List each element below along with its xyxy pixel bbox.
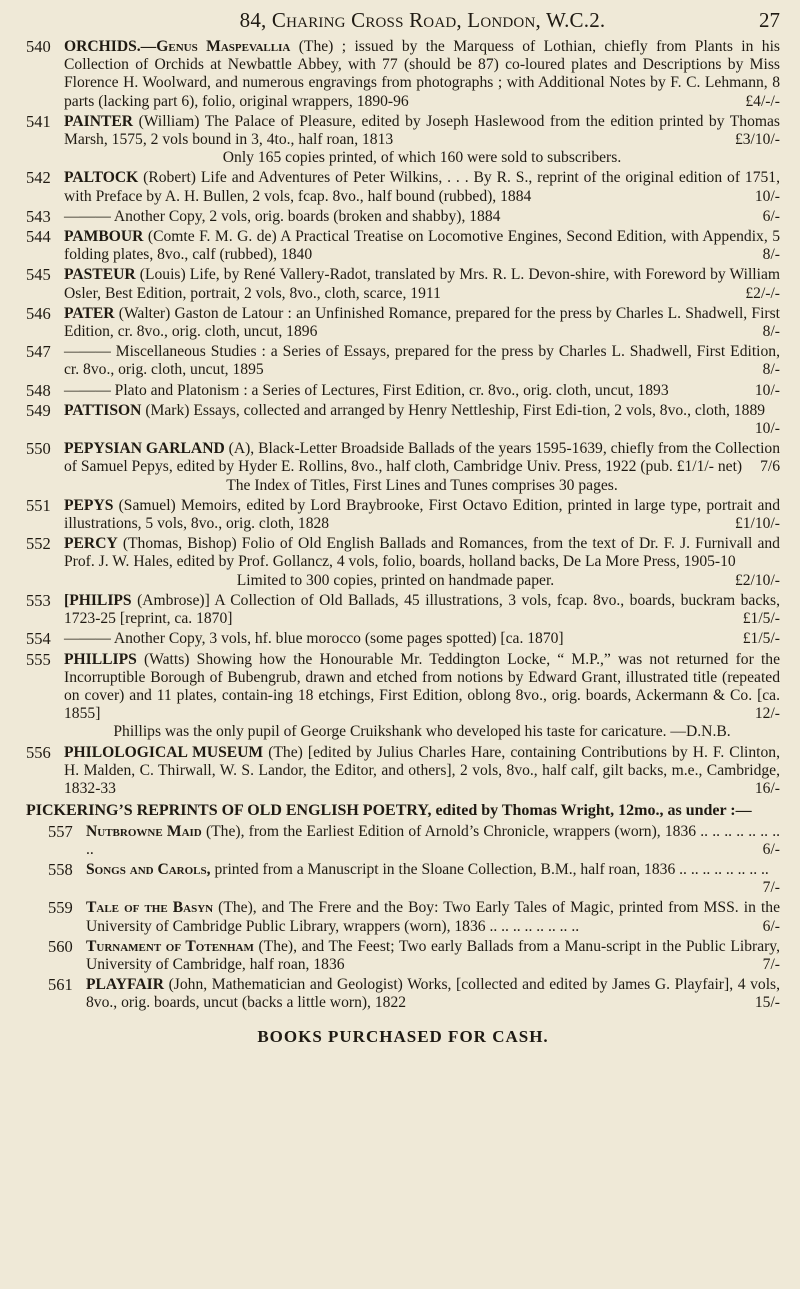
entry-description: (Thomas, Bishop) Folio of Old English Ballads and Romances, from the text of Dr. F. J. Furnivall and Prof. J. W. Hales, edited by Prof. Gollancz, 4 vols, folio, boards, holland backs, De La More Press, 1905-10: [64, 535, 780, 571]
entry-number: 547: [26, 342, 51, 362]
entry-number: 555: [26, 649, 51, 669]
entry-body: [64, 113, 780, 168]
entry-heading: ORCHIDS.—Genus Maspevallia: [64, 38, 291, 55]
entry-description: (Walter) Gaston de Latour : an Unfinished Romance, prepared for the press by Charles L. Shadwell, First Edition, cr. 8vo., orig. cloth, uncut, 1896: [64, 304, 780, 341]
entry-body: [86, 823, 780, 859]
entry-body: [64, 382, 780, 400]
entry-description: (John, Mathematician and Geologist) Works, [collected and edited by James G. Playfair], 4 vols, 8vo., orig. boards, uncut (backs a little worn), 1822: [86, 976, 780, 1012]
entry-note: Only 165 copies printed, of which 160 were sold to subscribers.: [222, 149, 622, 167]
entry-number: 543: [26, 206, 51, 226]
entry-description: (Ambrose)] A Collection of Old Ballads, 45 illustrations, 3 vols, fcap. 8vo., boards, buckram backs, 1723-25 [reprint, ca. 1870]: [64, 591, 780, 628]
entry-price: 7/-: [762, 956, 780, 974]
entry-body: [64, 402, 780, 438]
catalogue-entry: [26, 535, 780, 590]
entry-heading: PAINTER: [64, 112, 134, 130]
running-head: [26, 8, 780, 38]
entry-price: 6/-: [762, 207, 780, 225]
entry-heading: Tale of the Basyn: [86, 899, 214, 917]
entry-body: [64, 440, 780, 495]
entry-body: [64, 228, 780, 264]
entry-heading: Nutbrowne Maid: [86, 822, 202, 840]
entry-number: 550: [26, 439, 51, 459]
entry-description: (Mark) Essays, collected and arranged by Henry Nettleship, First Edi-tion, 2 vols, 8vo., cloth, 1889: [145, 401, 766, 419]
entry-price: £1/10/-: [734, 515, 780, 533]
entry-price: £3/10/-: [734, 131, 780, 149]
entry-body: [64, 38, 780, 111]
entry-price: 10/-: [754, 381, 780, 399]
catalogue-entry: [26, 651, 780, 742]
catalogue-entry: [26, 744, 780, 799]
entry-number: 559: [48, 898, 73, 918]
catalogue-entry: [26, 305, 780, 341]
entry-price: £1/5/-: [742, 610, 780, 628]
catalogue-entry: [26, 169, 780, 205]
catalogue-entry: [26, 630, 780, 648]
entry-price: £1/5/-: [742, 630, 780, 648]
entry-price: 10/-: [754, 420, 780, 438]
entry-description: printed from a Manuscript in the Sloane Collection, B.M., half roan, 1836 .. .. .. .. .. .. .. ..: [214, 861, 769, 879]
entry-heading: Turnament of Totenham: [86, 937, 254, 955]
entry-number: 548: [26, 380, 51, 400]
entry-body: [64, 651, 780, 742]
entry-price: 15/-: [754, 994, 780, 1012]
entry-price: £2/-/-: [745, 284, 780, 302]
entry-number: 542: [26, 168, 51, 188]
catalogue-entry: [26, 592, 780, 628]
entry-description: (William) The Palace of Pleasure, edited by Joseph Haslewood from the edition printed by Thomas Marsh, 1575, 2 vols bound in 3, 4to., half roan, 1813: [64, 112, 780, 149]
entry-heading: PLAYFAIR: [86, 976, 164, 994]
entry-number: 540: [26, 37, 51, 56]
entry-number: 554: [26, 629, 51, 649]
entry-description: ——— Another Copy, 2 vols, orig. boards (broken and shabby), 1884: [64, 207, 501, 225]
entry-body: [64, 343, 780, 379]
catalogue-entry: [26, 402, 780, 438]
entry-description: (The) [edited by Julius Charles Hare, containing Contributions by H. F. Clinton, H. Malden, C. Thirwall, W. S. Landor, the Editor, and others], 2 vols, 8vo., half calf, gilt backs, m.e., Cambridge, 1832-33: [64, 743, 780, 797]
entry-body: [86, 861, 780, 897]
entry-heading: PEPYSIAN GARLAND: [64, 440, 225, 458]
entry-body: [64, 592, 780, 628]
entry-body: [86, 976, 780, 1012]
entry-body: [64, 535, 780, 590]
entry-price: 6/-: [762, 917, 780, 935]
entry-description: (Watts) Showing how the Honourable Mr. Teddington Locke, “ M.P.,” was not returned for the Incorruptible Borough of Bubengrub, drawn and etched from notions by Edward Grant, illustrated title (repeated on cover) and 11 plates, contain-ing 18 etchings, First Edition, oblong 8vo., orig. boards, Ackermann & Co. [ca. 1855]: [64, 650, 780, 723]
entry-description: (The) ; issued by the Marquess of Lothian, chiefly from Plants in his Collection of Orchids at Newbattle Abbey, with 77 (should be 87) co-loured plates and Descriptions by Miss Florence H. Woolward, and numerous engravings from photographs ; with Additional Notes by F. C. Lehmann, 8 parts (lacking part 6), folio, original wrappers, 1890-96: [64, 38, 780, 110]
entry-body: [64, 305, 780, 341]
catalogue-entry: [26, 228, 780, 264]
entry-price: 8/-: [762, 323, 780, 341]
entry-description: (The), and The Frere and the Boy: Two Early Tales of Magic, printed from MSS. in the University of Cambridge Public Library, wrappers (worn), 1836 .. .. .. .. .. .. .. ..: [86, 899, 780, 935]
entry-body: [64, 169, 780, 205]
entry-price: £2/10/-: [734, 571, 780, 589]
catalogue-entry: [26, 343, 780, 379]
entry-body: [64, 497, 780, 533]
entry-heading: Songs and Carols,: [86, 861, 211, 879]
catalogue-entry: [26, 382, 780, 400]
entry-number: 551: [26, 495, 51, 515]
entry-number: 546: [26, 303, 51, 323]
page-number: 27: [759, 8, 780, 32]
entry-price: 8/-: [762, 361, 780, 379]
entry-heading: PERCY: [64, 535, 118, 553]
catalogue-entry: [26, 976, 780, 1012]
entry-price: 10/-: [754, 187, 780, 205]
catalogue-entry: [26, 899, 780, 935]
entry-price: 7/6: [760, 458, 780, 476]
catalogue-entry: [26, 497, 780, 533]
entry-body: [64, 744, 780, 799]
catalogue-entry: [26, 823, 780, 859]
entry-description: (The), from the Earliest Edition of Arnold’s Chronicle, wrappers (worn), 1836 .. .. .. .. .. .. .. ..: [86, 822, 780, 858]
entry-note: Phillips was the only pupil of George Cruikshank who developed his taste for caricature. —D.N.B.: [113, 723, 731, 741]
entry-number: 553: [26, 590, 51, 610]
entry-price: £4/-/-: [745, 92, 780, 110]
catalogue-entry: [26, 861, 780, 897]
entry-description: ——— Miscellaneous Studies : a Series of Essays, prepared for the press by Charles L. Shadwell, First Edition, cr. 8vo., orig. cloth, uncut, 1895: [64, 343, 780, 379]
catalogue-entry: [26, 440, 780, 495]
entry-heading: PAMBOUR: [64, 228, 144, 246]
sub-entries-list: [26, 823, 780, 1013]
entry-heading: PASTEUR: [64, 266, 136, 284]
entry-heading: PALTOCK: [64, 169, 139, 187]
entry-number: 545: [26, 265, 51, 285]
entry-description: (Samuel) Memoirs, edited by Lord Braybrooke, First Octavo Edition, printed in large type, portrait and illustrations, 5 vols, 8vo., orig. cloth, 1828: [64, 496, 780, 533]
entry-number: 541: [26, 111, 51, 131]
entry-description: ——— Another Copy, 3 vols, hf. blue morocco (some pages spotted) [ca. 1870]: [64, 630, 564, 648]
entry-note: The Index of Titles, First Lines and Tunes comprises 30 pages.: [226, 476, 618, 494]
entry-number: 549: [26, 400, 51, 420]
entry-heading: PHILLIPS: [64, 650, 137, 668]
entry-description: (Comte F. M. G. de) A Practical Treatise on Locomotive Engines, Second Edition, with Appendix, 5 folding plates, 8vo., calf (rubbed), 1840: [64, 228, 781, 264]
entry-body: [64, 266, 780, 302]
dealer-address: 84, Charing Cross Road, London, W.C.2.: [239, 8, 606, 32]
entry-body: [86, 899, 780, 935]
entry-price: 8/-: [762, 246, 780, 264]
entry-body: [86, 938, 780, 974]
entries-list: [26, 38, 780, 798]
entry-description: (Robert) Life and Adventures of Peter Wilkins, . . . By R. S., reprint of the original edition of 1751, with Preface by A. H. Bullen, 2 vols, fcap. 8vo., half bound (rubbed), 1884: [64, 169, 781, 205]
entry-body: [64, 630, 780, 648]
entry-description: ——— Plato and Platonism : a Series of Lectures, First Edition, cr. 8vo., orig. cloth, uncut, 1893: [64, 381, 669, 399]
catalogue-entry: [26, 938, 780, 974]
entry-heading: PATER: [64, 304, 115, 322]
entry-description: (Louis) Life, by René Vallery-Radot, translated by Mrs. R. L. Devon-shire, with Foreword by William Osler, Best Edition, portrait, 2 vols, 8vo., cloth, scarce, 1911: [64, 266, 780, 302]
entry-heading: PEPYS: [64, 496, 114, 514]
entry-number: 552: [26, 534, 51, 554]
entry-body: [64, 208, 780, 226]
entry-description: (A), Black-Letter Broadside Ballads of the years 1595-1639, chiefly from the Collection of Samuel Pepys, edited by Hyder E. Rollins, 8vo., half cloth, Cambridge Univ. Press, 1922 (pub. £1/1/- net): [64, 440, 781, 476]
entry-price: 16/-: [754, 779, 780, 797]
entry-heading: PATTISON: [64, 401, 142, 419]
entry-number: 557: [48, 821, 73, 841]
entry-number: 556: [26, 742, 51, 762]
entry-number: 560: [48, 936, 73, 956]
catalogue-entry: [26, 208, 780, 226]
entry-number: 544: [26, 227, 51, 247]
entry-heading: [PHILIPS: [64, 591, 132, 609]
entry-number: 561: [48, 975, 73, 995]
entry-price: 12/-: [754, 705, 780, 723]
footer-notice: BOOKS PURCHASED FOR CASH.: [257, 1026, 549, 1046]
entry-price: 6/-: [762, 840, 780, 858]
section-heading: PICKERING’S REPRINTS OF OLD ENGLISH POETRY, edited by Thomas Wright, 12mo., as under :—: [26, 802, 752, 820]
entry-number: 558: [48, 860, 73, 880]
entry-price: 7/-: [762, 879, 780, 897]
entry-heading: PHILOLOGICAL MUSEUM: [64, 743, 264, 761]
catalogue-entry: [26, 38, 780, 111]
catalogue-entry: [26, 113, 780, 168]
catalogue-entry: [26, 266, 780, 302]
entry-description: (The), and The Feest; Two early Ballads from a Manu-script in the Public Library, University of Cambridge, half roan, 1836: [86, 937, 780, 974]
entry-note: Limited to 300 copies, printed on handmade paper.: [236, 571, 555, 589]
